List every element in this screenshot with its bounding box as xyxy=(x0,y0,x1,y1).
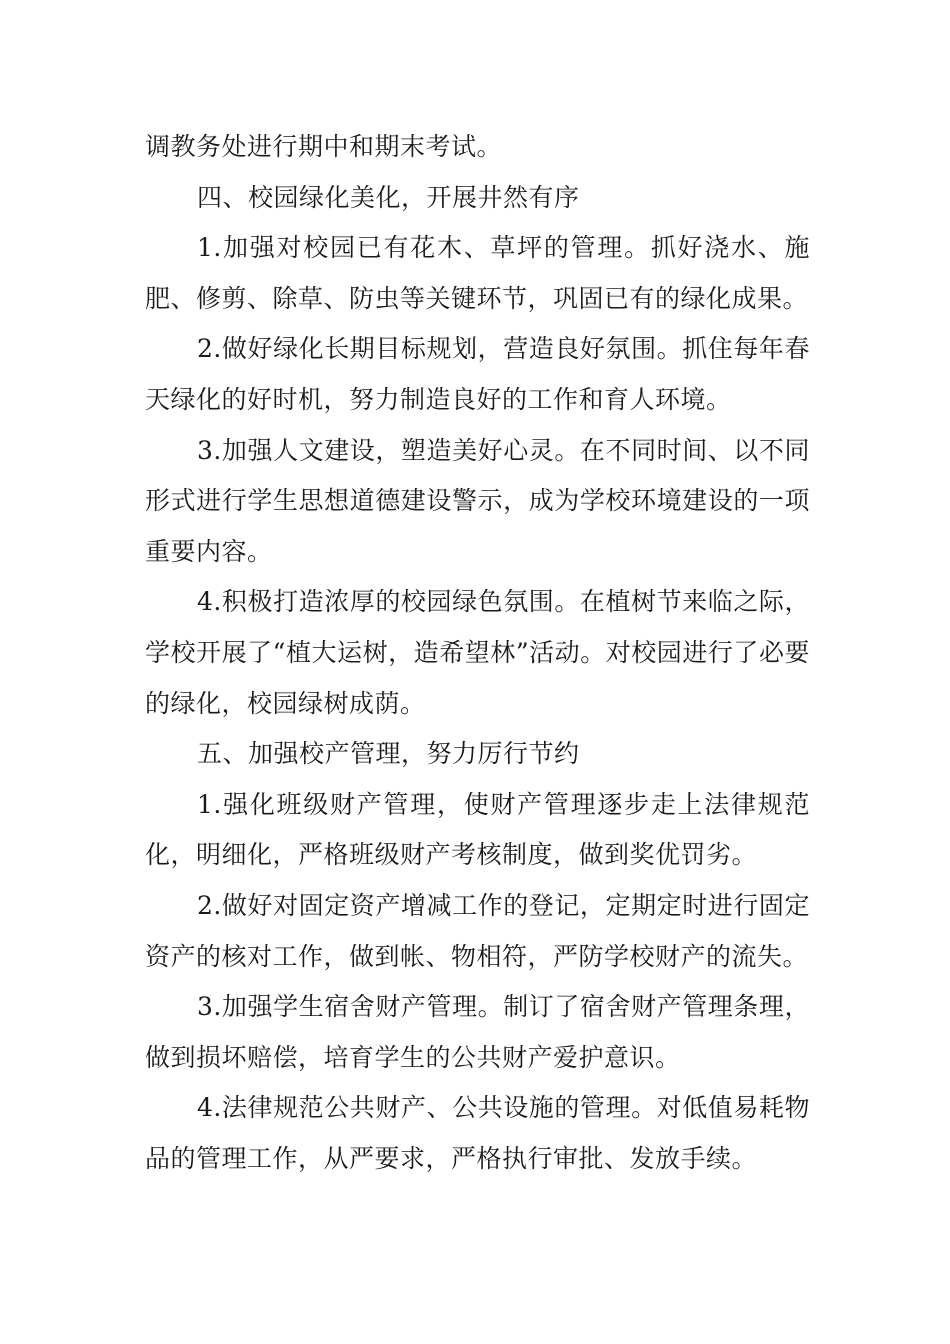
paragraph-5-4: 4.法律规范公共财产、公共设施的管理。对低值易耗物品的管理工作，从严要求，严格执行审批、发放手续。 xyxy=(145,1093,810,1173)
section-heading-5: 五、加强校产管理，努力厉行节约 xyxy=(197,739,580,769)
paragraph-4-1: 1.加强对校园已有花木、草坪的管理。抓好浇水、施肥、修剪、除草、防虫等关键环节，巩固已有的绿化成果。 xyxy=(145,233,810,313)
paragraph-5-1: 1.强化班级财产管理，使财产管理逐步走上法律规范化，明细化，严格班级财产考核制度，做到奖优罚劣。 xyxy=(145,789,810,870)
paragraph-5-2: 2.做好对固定资产增减工作的登记，定期定时进行固定资产的核对工作，做到帐、物相符，严防学校财产的流失。 xyxy=(145,890,810,971)
paragraph-5-3: 3.加强学生宿舍财产管理。制订了宿舍财产管理条理，做到损坏赔偿，培育学生的公共财产爱护意识。 xyxy=(145,992,810,1072)
paragraph-4-2: 2.做好绿化长期目标规划，营造良好氛围。抓住每年春天绿化的好时机，努力制造良好的工作和育人环境。 xyxy=(145,334,810,414)
section-heading-4: 四、校园绿化美化，开展井然有序 xyxy=(197,182,580,212)
paragraph-continuation: 调教务处进行期中和期末考试。 xyxy=(145,132,503,161)
document-body xyxy=(145,122,810,1184)
paragraph-4-4: 4.积极打造浓厚的校园绿色氛围。在植树节来临之际，学校开展了“植大运树，造希望林”活动。对校园进行了必要的绿化，校园绿树成荫。 xyxy=(145,587,810,718)
paragraph-4-3: 3.加强人文建设，塑造美好心灵。在不同时间、以不同形式进行学生思想道德建设警示，成为学校环境建设的一项重要内容。 xyxy=(145,435,810,566)
